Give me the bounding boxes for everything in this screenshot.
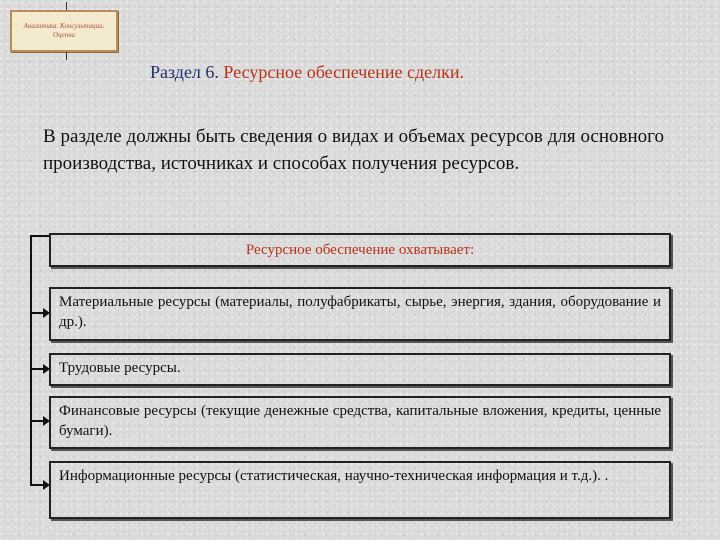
arrow-right-icon <box>30 420 44 422</box>
arrow-right-icon <box>30 484 44 486</box>
logo-text: Аналитика. Консультации. Оценка <box>23 22 105 39</box>
resource-item-financial: Финансовые ресурсы (текущие денежные средства, капитальные вложения, кредиты, ценные бумаги). <box>49 396 671 449</box>
arrow-right-icon <box>30 368 44 370</box>
arrow-right-icon <box>30 312 44 314</box>
section-title-main: Ресурсное обеспечение сделки. <box>223 62 465 82</box>
scheme-header-box: Ресурсное обеспечение охватывает: <box>49 233 671 267</box>
section-title <box>150 62 464 83</box>
intro-paragraph: В разделе должны быть сведения о видах и объемах ресурсов для основного производства, источниках и способах получения ресурсов. <box>43 126 664 174</box>
resource-item-labor: Трудовые ресурсы. <box>49 353 671 386</box>
decorative-tick <box>66 2 67 10</box>
scheme-bracket-line <box>30 235 32 486</box>
resource-item-material: Материальные ресурсы (материалы, полуфабрикаты, сырье, энергия, здания, оборудование и др.). <box>49 287 671 341</box>
section-title-prefix: Раздел 6. <box>150 62 224 82</box>
decorative-tick <box>66 52 67 60</box>
company-logo <box>10 10 118 52</box>
resource-item-information: Информационные ресурсы (статистическая, научно-техническая информация и т.д.). . <box>49 461 671 519</box>
scheme-bracket-top <box>30 235 50 237</box>
